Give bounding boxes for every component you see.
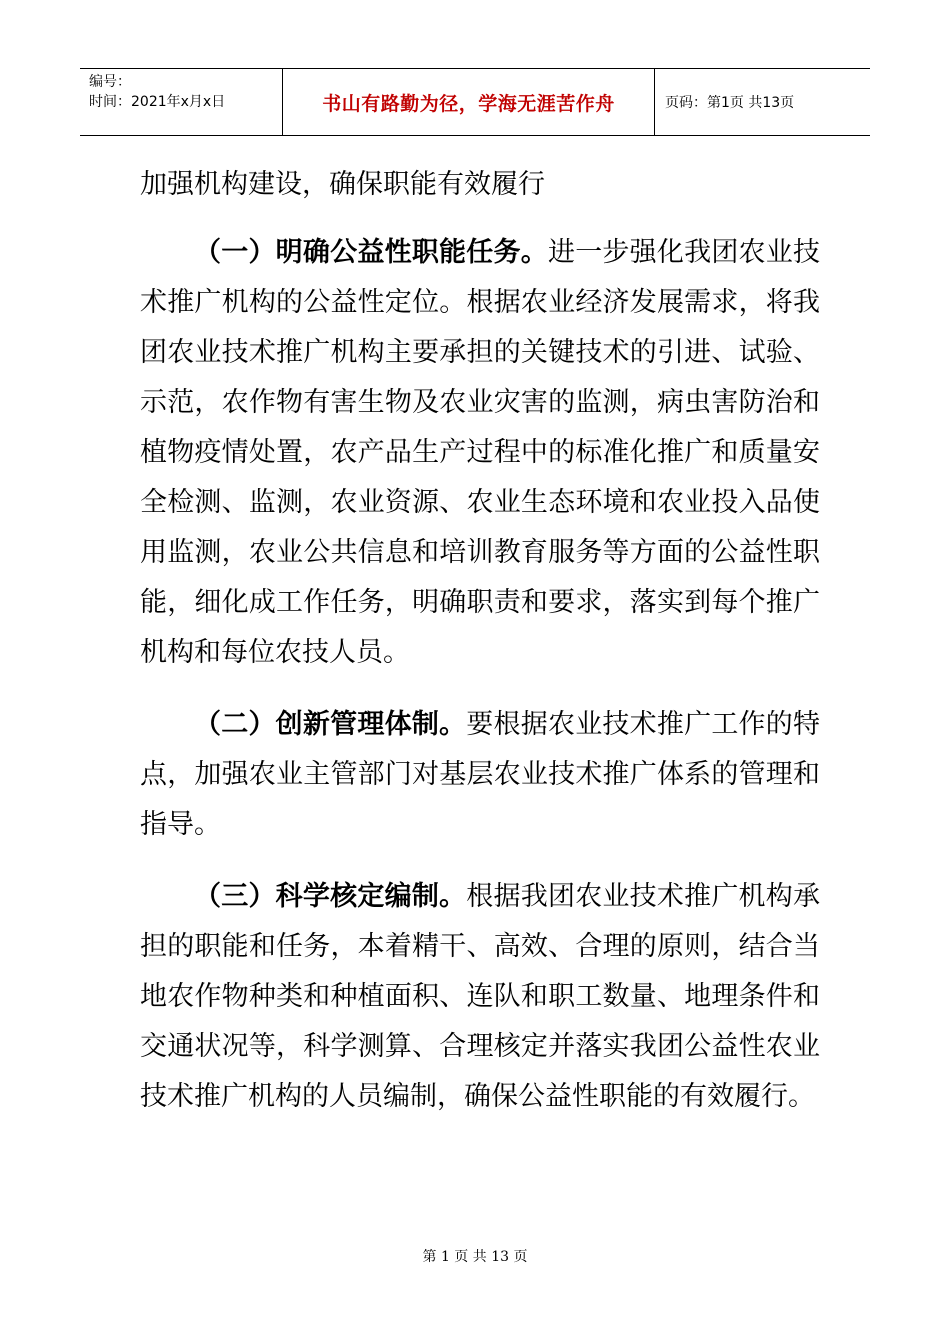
- intro-line: 加强机构建设，确保职能有效履行: [140, 169, 545, 200]
- section-body: 要根据农业技术推广工作的特点，加强农业主管部门对基层农业技术推广体系的管理和指导。: [140, 709, 821, 840]
- section-heading: （三）科学核定编制。: [194, 881, 467, 912]
- section-paragraph: [140, 700, 820, 850]
- section-paragraph: [140, 872, 820, 1122]
- number-label: 编号：: [89, 74, 131, 90]
- document-header: [80, 68, 870, 136]
- section-body: 进一步强化我团农业技术推广机构的公益性定位。根据农业经济发展需求，将我团农业技术推广机构主要承担的关键技术的引进、试验、示范，农作物有害生物及农业灾害的监测，病虫害防治和植物疫情处置，农产品生产过程中的标准化推广和质量安全检测、监测，农业资源、农业生态环境和农业投入品使用监测，农业公共信息和培训教育服务等方面的公益性职能，细化成工作任务，明确职责和要求，落实到每个推广机构和每位农技人员。: [140, 237, 821, 668]
- section-body: 根据我团农业技术推广机构承担的职能和任务，本着精干、高效、合理的原则，结合当地农作物种类和种植面积、连队和职工数量、地理条件和交通状况等，科学测算、合理核定并落实我团公益性农业技术推广机构的人员编制，确保公益性职能的有效履行。: [140, 881, 821, 1112]
- section-heading: （一）明确公益性职能任务。: [194, 237, 548, 268]
- document-body: [140, 160, 820, 1122]
- header-page-info: 页码：第1页 共13页: [665, 95, 795, 111]
- header-meta: [80, 69, 283, 135]
- time-label: 时间：2021年x月x日: [89, 94, 226, 110]
- page-footer: 第 1 页 共 13 页: [422, 1249, 528, 1265]
- header-motto: 书山有路勤为径，学海无涯苦作舟: [283, 69, 655, 135]
- section-heading: （二）创新管理体制。: [194, 709, 467, 740]
- section-paragraph: [140, 228, 820, 678]
